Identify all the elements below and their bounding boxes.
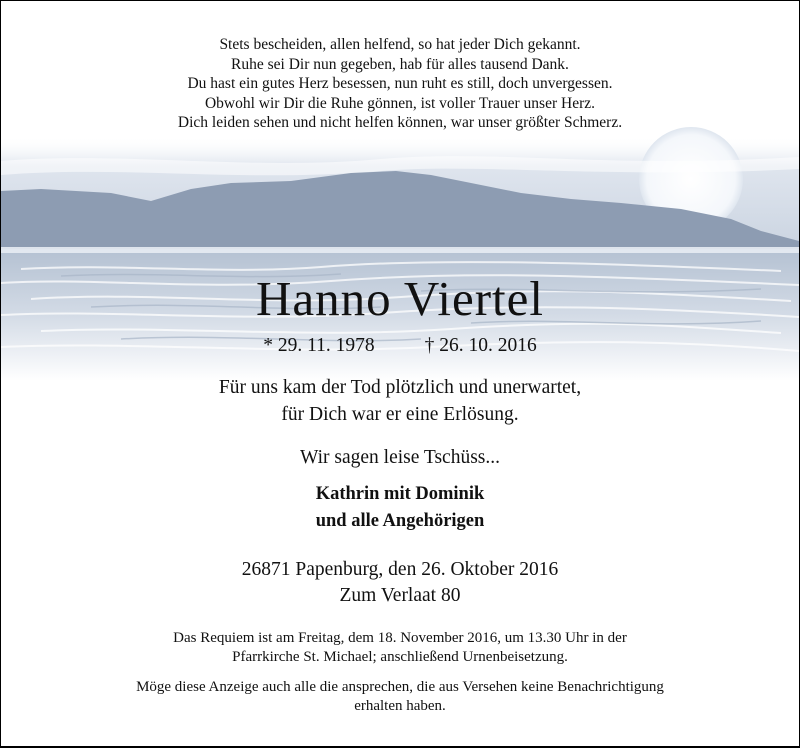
requiem-line: Das Requiem ist am Freitag, dem 18. November 2016, um 13.30 Uhr in der <box>173 630 627 646</box>
requiem-line: Pfarrkirche St. Michael; anschließend Urnenbeisetzung. <box>232 649 568 665</box>
poem-line: Ruhe sei Dir nun gegeben, hab für alles tausend Dank. <box>231 55 569 73</box>
farewell-text: Wir sagen leise Tschüss... <box>299 447 501 468</box>
address-block <box>1 557 799 609</box>
note-line: Möge diese Anzeige auch alle die ansprechen, die aus Versehen keine Benachrichtigung <box>136 679 664 695</box>
memorial-poem <box>1 35 799 133</box>
message-line: Für uns kam der Tod plötzlich und unerwartet, <box>218 377 582 398</box>
poem-line: Stets bescheiden, allen helfend, so hat jeder Dich gekannt. <box>219 36 581 53</box>
note-line: erhalten haben. <box>354 698 446 714</box>
poem-line: Dich leiden sehen und nicht helfen können, war unser größter Schmerz. <box>177 114 623 131</box>
mourner-line: Kathrin mit Dominik <box>315 484 485 504</box>
poem-line: Du hast ein gutes Herz besessen, nun ruht es still, doch unvergessen. <box>187 75 613 92</box>
poem-line: Obwohl wir Dir die Ruhe gönnen, ist voller Trauer unser Herz. <box>204 94 595 112</box>
requiem-info <box>1 629 799 667</box>
birth-date: * 29. 11. 1978 <box>263 335 375 356</box>
condolence-message <box>1 374 799 428</box>
place-date-line: 26871 Papenburg, den 26. Oktober 2016 <box>241 559 559 580</box>
mourners <box>1 481 799 535</box>
life-dates <box>1 333 799 359</box>
street-line: Zum Verlaat 80 <box>339 585 461 606</box>
deceased-name: Hanno Viertel <box>255 271 545 326</box>
death-date: † 26. 10. 2016 <box>424 335 537 356</box>
message-line: für Dich war er eine Erlösung. <box>281 404 519 425</box>
notification-note <box>1 678 799 716</box>
mourner-line: und alle Angehörigen <box>315 511 485 531</box>
